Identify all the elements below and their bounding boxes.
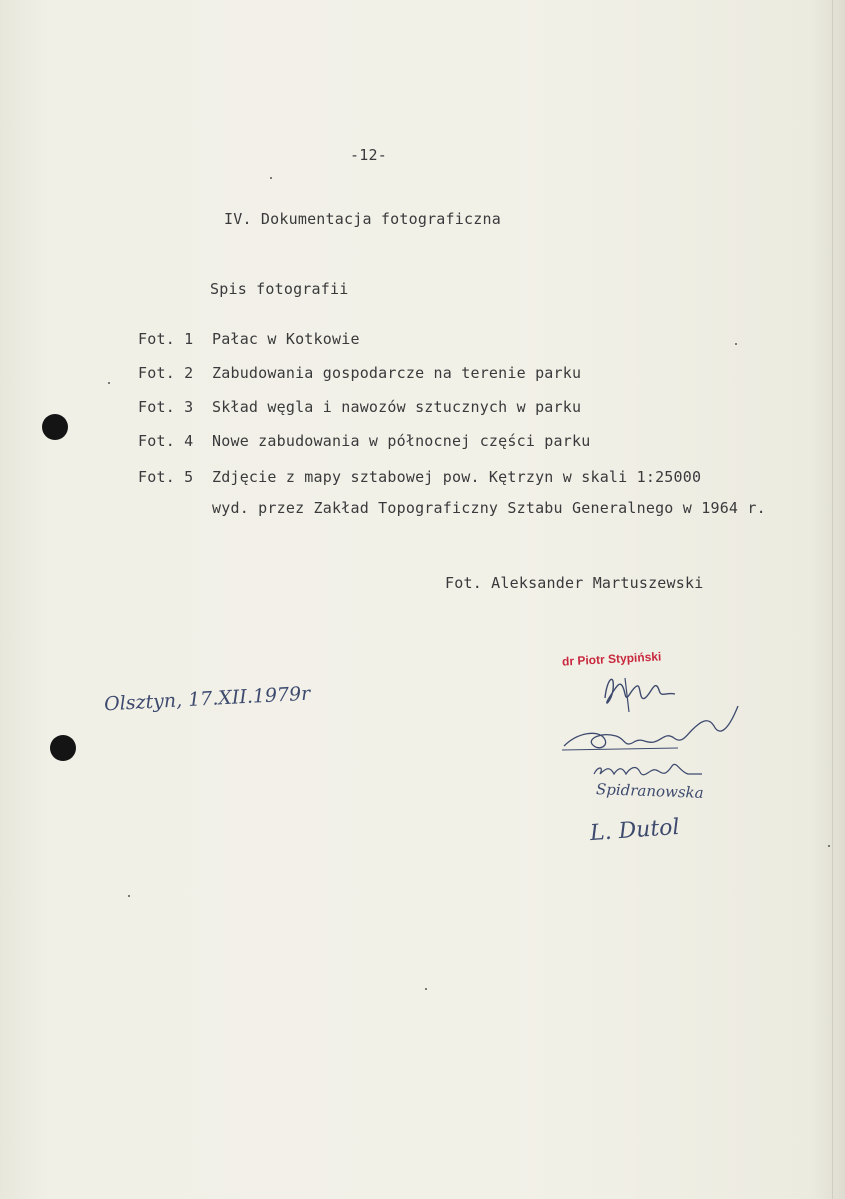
place-date: Olsztyn, 17.XII.1979r: [103, 682, 311, 716]
photographer-credit: Fot. Aleksander Martuszewski: [445, 574, 704, 592]
photo-label-4: Fot. 4: [138, 432, 194, 450]
speck: [270, 177, 272, 179]
speck: [425, 988, 427, 990]
punch-hole-top: [42, 414, 68, 440]
page-edge-line: [832, 0, 833, 1199]
signature-name-2: L. Dutol: [589, 814, 681, 847]
punch-hole-bottom: [50, 735, 76, 761]
photo-text-1: Pałac w Kotkowie: [212, 330, 360, 348]
speck: [735, 343, 737, 345]
photo-text-2: Zabudowania gospodarcze na terenie parku: [212, 364, 582, 382]
photo-label-2: Fot. 2: [138, 364, 194, 382]
photo-text-5: Zdjęcie z mapy sztabowej pow. Kętrzyn w skali 1:25000: [212, 468, 702, 486]
photo-text-3: Skład węgla i nawozów sztucznych w parku: [212, 398, 582, 416]
photo-label-1: Fot. 1: [138, 330, 194, 348]
stamp: dr Piotr Stypiński: [561, 649, 662, 669]
signature-3: [588, 752, 708, 784]
page-number: -12-: [350, 146, 387, 164]
photo-label-3: Fot. 3: [138, 398, 194, 416]
signature-name-1: Spidranowska: [595, 780, 704, 802]
photo-label-5: Fot. 5: [138, 468, 194, 486]
speck: [128, 895, 130, 897]
section-heading: IV. Dokumentacja fotograficzna: [224, 210, 501, 228]
list-title: Spis fotografii: [210, 280, 349, 298]
photo-5-continuation: wyd. przez Zakład Topograficzny Sztabu Generalnego w 1964 r.: [212, 499, 766, 517]
photo-text-4: Nowe zabudowania w północnej części parku: [212, 432, 591, 450]
speck: [828, 845, 830, 847]
speck: [108, 382, 110, 384]
